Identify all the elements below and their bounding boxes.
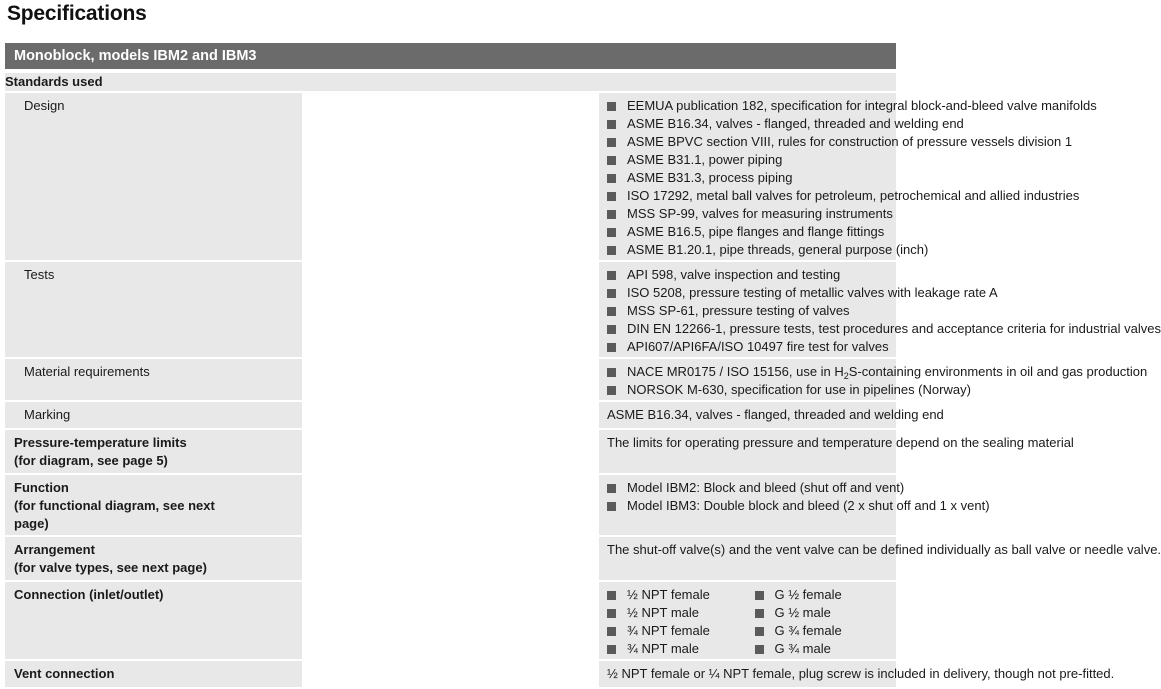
- connection-npt-list: [601, 582, 749, 659]
- marking-value: ASME B16.34, valves - flanged, threaded and welding end: [607, 407, 944, 422]
- vent-label: Vent connection: [14, 666, 115, 681]
- connection-item: G ½ male: [754, 604, 897, 622]
- design-item: ASME BPVC section VIII, rules for construction of pressure vessels division 1: [606, 133, 896, 151]
- design-item: ASME B16.34, valves - flanged, threaded and welding end: [606, 115, 896, 133]
- marking-row: [5, 402, 896, 428]
- standards-header: Standards used: [5, 73, 896, 91]
- tests-row: [5, 262, 896, 357]
- design-item: ASME B31.3, process piping: [606, 169, 896, 187]
- design-item: ASME B16.5, pipe flanges and flange fittings: [606, 223, 896, 241]
- function-row: [5, 475, 896, 535]
- connection-item: G ¾ male: [754, 640, 897, 658]
- design-item: EEMUA publication 182, specification for integral block-and-bleed valve manifolds: [606, 97, 896, 115]
- connection-item: ½ NPT male: [606, 604, 749, 622]
- connection-g-list: [749, 582, 897, 659]
- design-row: [5, 93, 896, 260]
- pressure-value: The limits for operating pressure and temperature depend on the sealing material: [607, 435, 1074, 450]
- design-item: MSS SP-99, valves for measuring instruments: [606, 205, 896, 223]
- tests-item: MSS SP-61, pressure testing of valves: [606, 302, 896, 320]
- material-list: [601, 359, 1148, 400]
- tests-item: API607/API6FA/ISO 10497 fire test for valves: [606, 338, 896, 356]
- tests-label: Tests: [24, 267, 55, 282]
- connection-item: G ¾ female: [754, 622, 897, 640]
- standards-header-row: [5, 73, 896, 91]
- design-item: ASME B31.1, power piping: [606, 151, 896, 169]
- material-label: Material requirements: [24, 364, 150, 379]
- connection-item: ¾ NPT female: [606, 622, 749, 640]
- tests-list: [601, 262, 1161, 357]
- material-item: NORSOK M-630, specification for use in pipelines (Norway): [606, 381, 896, 399]
- material-item: NACE MR0175 / ISO 15156, use in $H_2S$-containing environments in oil and gas production: [606, 363, 896, 381]
- design-item: ASME B1.20.1, pipe threads, general purpose (inch): [606, 241, 896, 259]
- design-item: ISO 17292, metal ball valves for petroleum, petrochemical and allied industries: [606, 187, 896, 205]
- arrangement-label: Arrangement (for valve types, see next page): [14, 542, 207, 575]
- connection-item: ¾ NPT male: [606, 640, 749, 658]
- page-title: Specifications: [7, 2, 147, 25]
- connection-row: [5, 582, 896, 659]
- design-list: [601, 93, 1097, 260]
- design-label: Design: [24, 98, 65, 113]
- vent-row: [5, 661, 896, 687]
- tests-item: DIN EN 12266-1, pressure tests, test procedures and acceptance criteria for industrial valves: [606, 320, 896, 338]
- pressure-row: [5, 430, 896, 473]
- function-list: [601, 475, 990, 516]
- function-label: Function (for functional diagram, see next page): [14, 480, 215, 531]
- arrangement-value: The shut-off valve(s) and the vent valve can be defined individually as ball valve or needle valve.: [607, 542, 1161, 557]
- spec-table: [5, 71, 1161, 689]
- material-row: [5, 359, 896, 400]
- section-header: Monoblock, models IBM2 and IBM3: [5, 43, 896, 69]
- connection-item: G ½ female: [754, 586, 897, 604]
- marking-label: Marking: [24, 407, 71, 422]
- connection-label: Connection (inlet/outlet): [14, 587, 164, 602]
- pressure-label: Pressure-temperature limits (for diagram, see page 5): [14, 435, 187, 468]
- tests-item: API 598, valve inspection and testing: [606, 266, 896, 284]
- tests-item: ISO 5208, pressure testing of metallic valves with leakage rate A: [606, 284, 896, 302]
- connection-item: ½ NPT female: [606, 586, 749, 604]
- arrangement-row: [5, 537, 896, 580]
- vent-value: ½ NPT female or ¼ NPT female, plug screw is included in delivery, though not pre-fitted.: [607, 666, 1115, 681]
- function-item: Model IBM2: Block and bleed (shut off and vent): [606, 479, 896, 497]
- function-item: Model IBM3: Double block and bleed (2 x shut off and 1 x vent): [606, 497, 896, 515]
